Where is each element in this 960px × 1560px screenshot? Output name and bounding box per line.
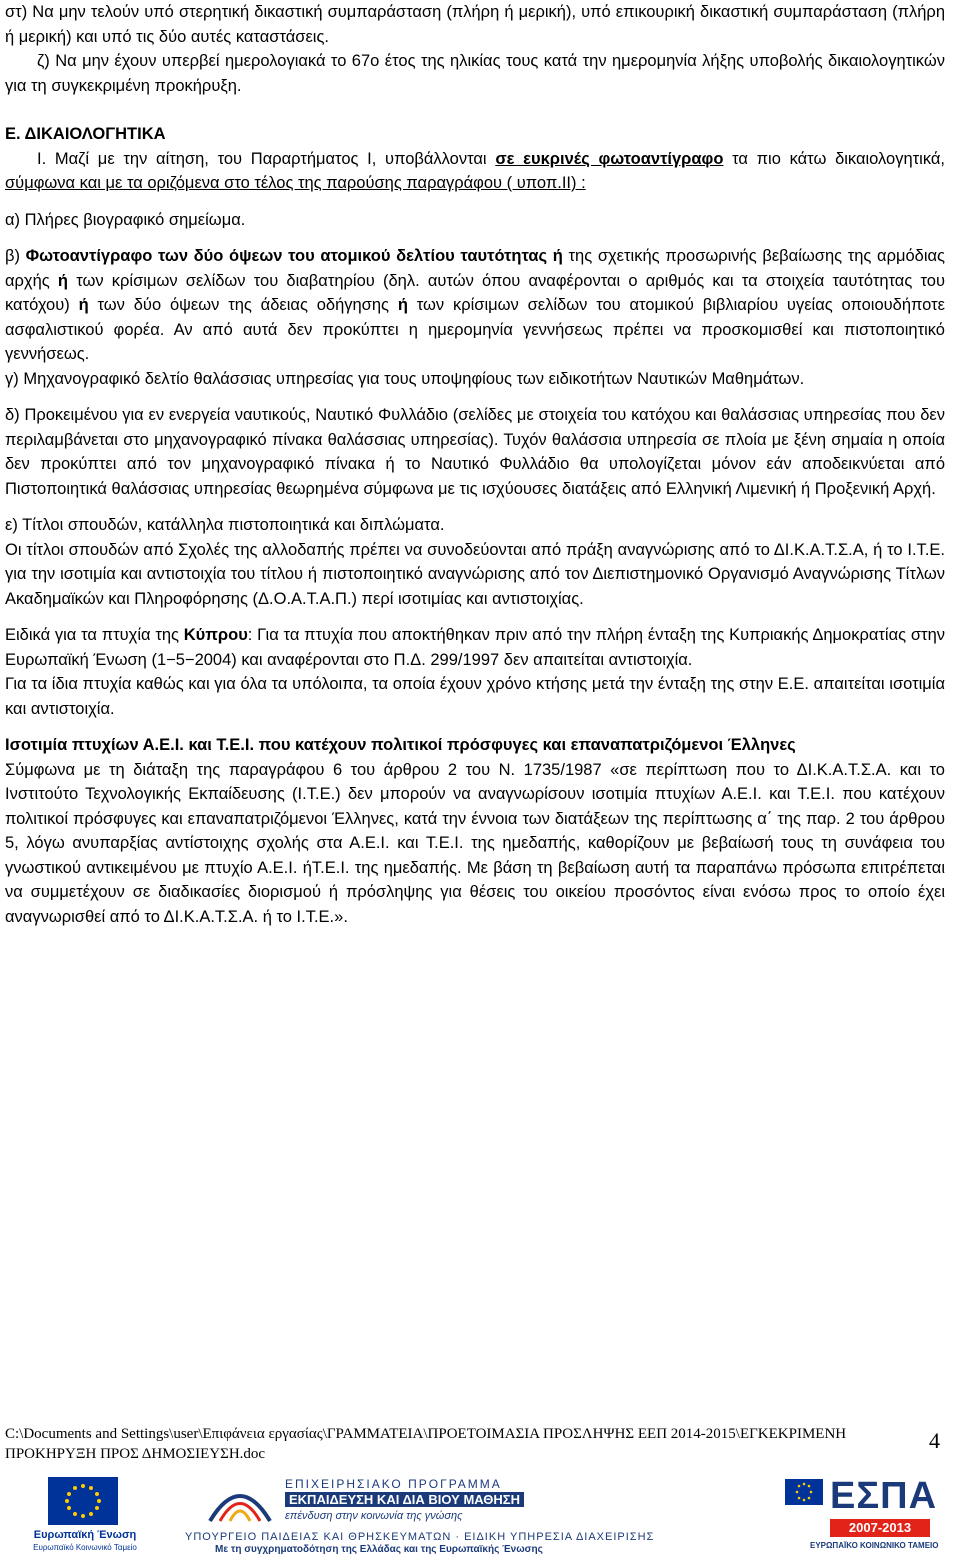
item-e-detail: Οι τίτλοι σπουδών από Σχολές της αλλοδαπής πρέπει να συνοδεύονται από πράξη αναγνώρισης από το ΔΙ.Κ.Α.Τ.Σ.Α, ή το Ι.Τ.Ε. για την ισοτιμία και αντιστοιχία του τίτλου ή πιστοποιητικό αναγνώρισης από τον Διεπιστημονικό Οργανισμό Αναγνώρισης Τίτλων Ακαδημαϊκών και Πληροφόρησης (Δ.Ο.Α.Τ.Α.Π.) περί ισοτιμίας και αντιστοιχίας. bbox=[5, 540, 945, 608]
page-number: 4 bbox=[929, 1428, 940, 1453]
program-line-1: ΕΠΙΧΕΙΡΗΣΙΑΚΟ ΠΡΟΓΡΑΜΜΑ bbox=[285, 1477, 502, 1491]
item-e: ε) Τίτλοι σπουδών, κατάλληλα πιστοποιητικά και διπλώματα. bbox=[5, 516, 445, 534]
cyprus-paragraph-2: Για τα ίδια πτυχία καθώς και για όλα τα υπόλοιπα, τα οποία έχουν χρόνο κτήσης μετά την ένταξη της στην Ε.Ε. απαιτείται ισοτιμία και αντιστοιχία. bbox=[5, 675, 945, 718]
eu-flag-icon bbox=[48, 1477, 118, 1525]
program-line-5: Με τη συγχρηματοδότηση της Ελλάδας και της Ευρωπαϊκής Ένωσης bbox=[215, 1544, 543, 1555]
espa-flag-icon bbox=[785, 1479, 823, 1505]
program-emblem-icon bbox=[205, 1481, 275, 1527]
eu-subtitle: Ευρωπαϊκό Κοινωνικό Ταμείο bbox=[33, 1543, 137, 1552]
cyprus-paragraph: Ειδικά για τα πτυχία της Κύπρου: Για τα πτυχία που αποκτήθηκαν πριν από την πλήρη ένταξη της Κυπριακής Δημοκρατίας στην Ευρωπαϊκή Ένωση (1−5−2004) και αναφέρονται στο Π.Δ. 299/1997 δεν απαιτείται αντιστοιχία. bbox=[5, 626, 945, 669]
espa-subtitle: ΕΥΡΩΠΑΪΚΟ ΚΟΙΝΩΝΙΚΟ ΤΑΜΕΙΟ bbox=[810, 1541, 939, 1550]
equivalence-paragraph: Σύμφωνα με τη διάταξη της παραγράφου 6 του άρθρου 2 του Ν. 1735/1987 «σε περίπτωση που το ΔΙ.Κ.Α.Τ.Σ.Α. και το Ινστιτούτο Τεχνολογικής Εκπαίδευσης (Ι.Τ.Ε.) δεν μπορούν να αναγνωρίσουν ισοτιμία πτυχίων Α.Ε.Ι. και Τ.Ε.Ι. που κατέχουν πολιτικοί πρόσφυγες και επαναπατριζόμενοι Έλληνες, κατά την έννοια των διατάξεων της περίπτωσης α΄ της παρ. 2 του άρθρου 5, λόγω ανυπαρξίας αντίστοιχης σχολής στα Α.Ε.Ι. και Τ.Ε.Ι. της ημεδαπής, καθορίζουν με βεβαίωσή τους τη συνάφεια του γνωστικού αντικειμένου με πτυχίο Α.Ε.Ι. ήΤ.Ε.Ι. της ημεδαπής. Με βάση τη βεβαίωση αυτή τα παραπάνω πρόσωπα επιτρέπεται να συμμετέχουν σε διαδικασίες διορισμού ή πρόσληψης για θέσεις του οικείου προσόντος είναι ενόσω προς το οποίο έχει αναγνωρισθεί από το ΔΙ.Κ.Α.Τ.Σ.Α. ή το Ι.Τ.Ε.». bbox=[5, 760, 945, 926]
item-d: δ) Προκειμένου για εν ενεργεία ναυτικούς, Ναυτικό Φυλλάδιο (σελίδες με στοιχεία του κατόχου και θαλάσσιας υπηρεσίας που δεν περιλαμβάνεται στο μηχανογραφικό πίνακα θαλάσσιας υπηρεσίας). Τυχόν θαλάσσια υπηρεσία σε πλοία με ξένη σημαία η οποία δεν προκύπτει από τον μηχανογραφικό πίνακα ή το Ναυτικό Φυλλάδιο θα υπολογίζεται μόνον εάν αποδεικνύεται από Πιστοποιητικά θαλάσσιας υπηρεσίας θεωρημένα σύμφωνα με τις ισχύουσες διατάξεις από Ελληνική Λιμενική ή Προξενική Αρχή. bbox=[5, 406, 945, 498]
espa-title: ΕΣΠΑ bbox=[830, 1475, 938, 1517]
paragraph-z: ζ) Να μην έχουν υπερβεί ημερολογιακά το 67ο έτος της ηλικίας τους κατά την ημερομηνία λήξης υποβολής δικαιολογητικών για τη συγκεκριμένη προκήρυξη. bbox=[5, 52, 945, 95]
paragraph-st: στ) Να μην τελούν υπό στερητική δικαστική συμπαράσταση (πλήρη ή μερική), υπό επικουρική δικαστική συμπαράσταση (πλήρη ή μερική) και υπό τις δύο αυτές καταστάσεις. bbox=[5, 3, 945, 46]
espa-logo bbox=[780, 1475, 950, 1560]
program-line-3: επένδυση στην κοινωνία της γνώσης bbox=[285, 1510, 463, 1522]
espa-years: 2007-2013 bbox=[830, 1519, 930, 1537]
program-line-4: ΥΠΟΥΡΓΕΙΟ ΠΑΙΔΕΙΑΣ ΚΑΙ ΘΡΗΣΚΕΥΜΑΤΩΝ · ΕΙΔΙΚΗ ΥΠΗΡΕΣΙΑ ΔΙΑΧΕΙΡΙΣΗΣ bbox=[185, 1531, 655, 1543]
item-b: β) Φωτοαντίγραφο των δύο όψεων του ατομικού δελτίου ταυτότητας ή της σχετικής προσωρινής βεβαίωσης της αρμόδιας αρχής ή των κρίσιμων σελίδων του διαβατηρίου (δηλ. αυτών όπου αναφέρονται ο αριθμός και τα στοιχεία ταυτότητας του κατόχου) ή των δύο όψεων της άδειας οδήγησης ή των κρίσιμων σελίδων του ατομικού βιβλιαρίου υγείας οποιουδήποτε ασφαλιστικού φορέα. Αν από αυτά δεν προκύπτει η ημερομηνία γεννήσεως πρέπει να προσκομισθεί και πιστοποιητικό γεννήσεως. bbox=[5, 247, 945, 363]
footer-file-path: C:\Documents and Settings\user\Επιφάνεια εργασίας\ΓΡΑΜΜΑΤΕΙΑ\ΠΡΟΕΤΟΙΜΑΣΙΑ ΠΡΟΣΛΗΨΗΣ ΕΕΠ 2014-2015\ΕΓΚΕΚΡΙΜΕΝΗ ΠΡΟΚΗΡΥΞΗ ΠΡΟΣ ΔΗΜΟΣΙΕΥΣΗ.doc bbox=[5, 1426, 847, 1462]
section-heading-e: Ε. ΔΙΚΑΙΟΛΟΓΗΤΙΚΑ bbox=[5, 125, 166, 143]
program-line-2: ΕΚΠΑΙΔΕΥΣΗ ΚΑΙ ΔΙΑ ΒΙΟΥ ΜΑΘΗΣΗ bbox=[285, 1492, 524, 1507]
document-body bbox=[5, 0, 945, 929]
item-c: γ) Μηχανογραφικό δελτίο θαλάσσιας υπηρεσίας για τους υποψηφίους των ειδικοτήτων Ναυτικών Μαθημάτων. bbox=[5, 369, 805, 388]
equivalence-heading: Ισοτιμία πτυχίων Α.Ε.Ι. και Τ.Ε.Ι. που κατέχουν πολιτικοί πρόσφυγες και επαναπατριζόμενοι Έλληνες bbox=[5, 736, 796, 754]
paragraph-i: Ι. Μαζί με την αίτηση, του Παραρτήματος Ι, υποβάλλονται σε ευκρινές φωτοαντίγραφο τα πιο κάτω δικαιολογητικά, σύμφωνα και με τα οριζόμενα στο τέλος της παρούσης παραγράφου ( υποπ.ΙΙ) : bbox=[5, 149, 945, 192]
eu-name: Ευρωπαϊκή Ένωση bbox=[33, 1529, 137, 1541]
item-a: α) Πλήρες βιογραφικό σημείωμα. bbox=[5, 210, 246, 229]
program-logo bbox=[175, 1475, 775, 1560]
eu-logo bbox=[10, 1477, 160, 1557]
footer-logos bbox=[0, 1475, 960, 1560]
